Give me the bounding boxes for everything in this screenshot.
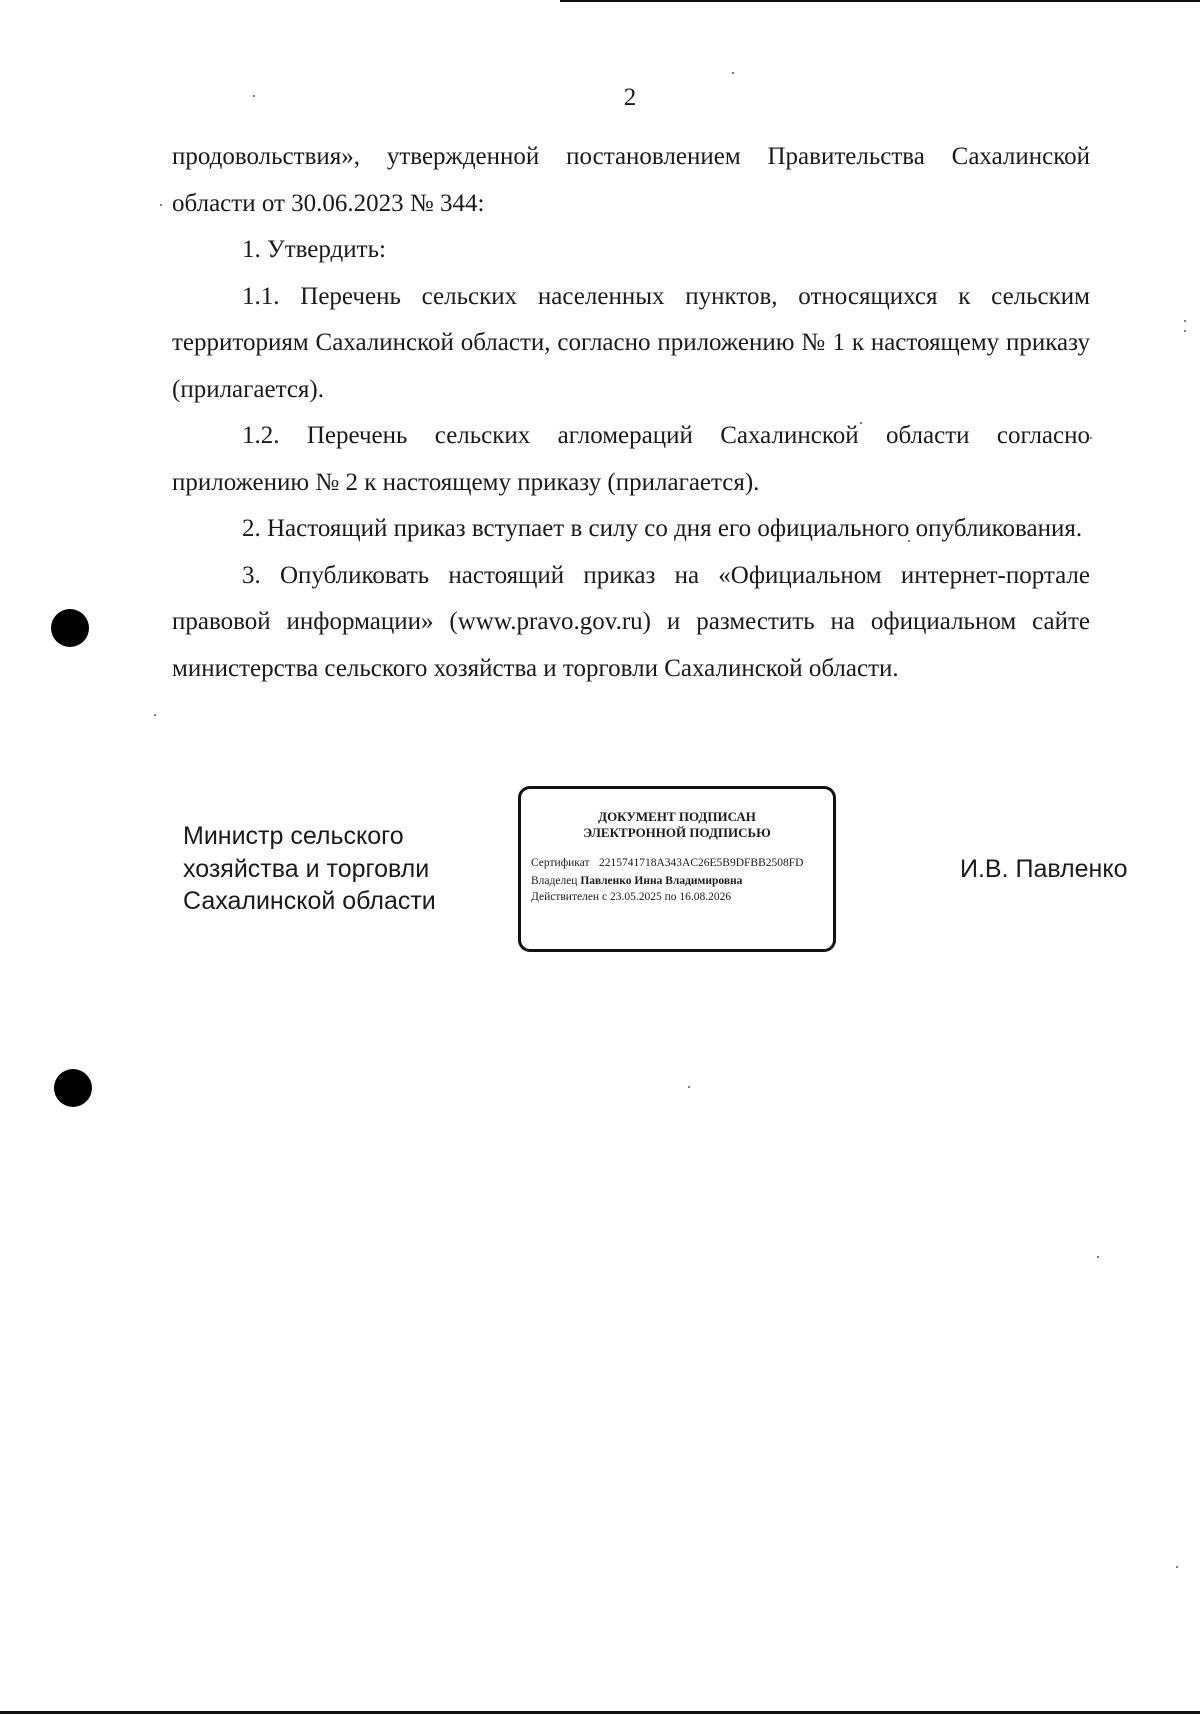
scan-speck: [154, 714, 156, 716]
stamp-owner: [521, 873, 833, 889]
scan-edge-bottom: [0, 1711, 1200, 1714]
certificate-label: Сертификат: [531, 857, 590, 869]
paragraph-item-1-2: 1.2. Перечень сельских агломераций Сахалинской области согласно приложению № 2 к настоящему приказу (прилагается).: [172, 422, 1090, 496]
scan-edge-top: [560, 0, 1200, 2]
scan-speck: [1090, 437, 1092, 439]
paragraph-item-1-1: 1.1. Перечень сельских населенных пунктов, относящихся к сельским территориям Сахалинской области, согласно приложению № 1 к настоящему приказу (прилагается).: [172, 282, 1090, 403]
owner-label: Владелец: [531, 875, 578, 887]
stamp-validity: Действителен с 23.05.2025 по 16.08.2026: [531, 891, 732, 903]
scan-speck: [688, 1086, 690, 1088]
scan-speck: [1097, 1256, 1099, 1258]
signatory-position-line: хозяйства и торговли: [183, 854, 430, 883]
owner-name: Павленко Инна Владимировна: [580, 875, 743, 887]
stamp-title-line: ЭЛЕКТРОННОЙ ПОДПИСЬЮ: [583, 825, 771, 840]
scan-speck: [732, 72, 734, 74]
paragraph-item-2: 2. Настоящий приказ вступает в силу со дня его официального опубликования.: [242, 515, 1083, 542]
scan-speck: [1184, 320, 1186, 322]
stamp-certificate: [521, 855, 833, 871]
stamp-title: [521, 809, 833, 841]
certificate-value: 2215741718A343AC26E5B9DFBB2508FD: [599, 857, 804, 869]
paragraph-item-3: 3. Опубликовать настоящий приказ на «Официальном интернет-портале правовой информации» (www.pravo.gov.ru) и разместить на официальном сайте министерства сельского хозяйства и торговли Сахалинской области.: [172, 561, 1090, 682]
signatory-position-line: Сахалинской области: [183, 887, 436, 915]
electronic-signature-stamp: [518, 786, 836, 952]
paragraph-preamble-end: продовольствия», утвержденной постановлением Правительства Сахалинской области от 30.06.2023 № 344:: [172, 143, 1090, 217]
signatory-name: И.В. Павленко: [960, 855, 1128, 883]
order-body: [172, 134, 1090, 692]
punch-hole-lower: [54, 1069, 92, 1107]
punch-hole-upper: [51, 609, 89, 647]
scan-speck: [1184, 330, 1186, 332]
stamp-title-line: ДОКУМЕНТ ПОДПИСАН: [598, 809, 756, 824]
signatory-position-line: Министр сельского: [183, 822, 404, 850]
signatory-position: [183, 820, 436, 918]
page-number: 2: [623, 84, 637, 111]
paragraph-item-1: 1. Утвердить:: [242, 236, 386, 263]
scan-speck: [253, 95, 255, 97]
scan-speck: [1176, 1566, 1178, 1568]
scan-speck: [160, 204, 162, 206]
